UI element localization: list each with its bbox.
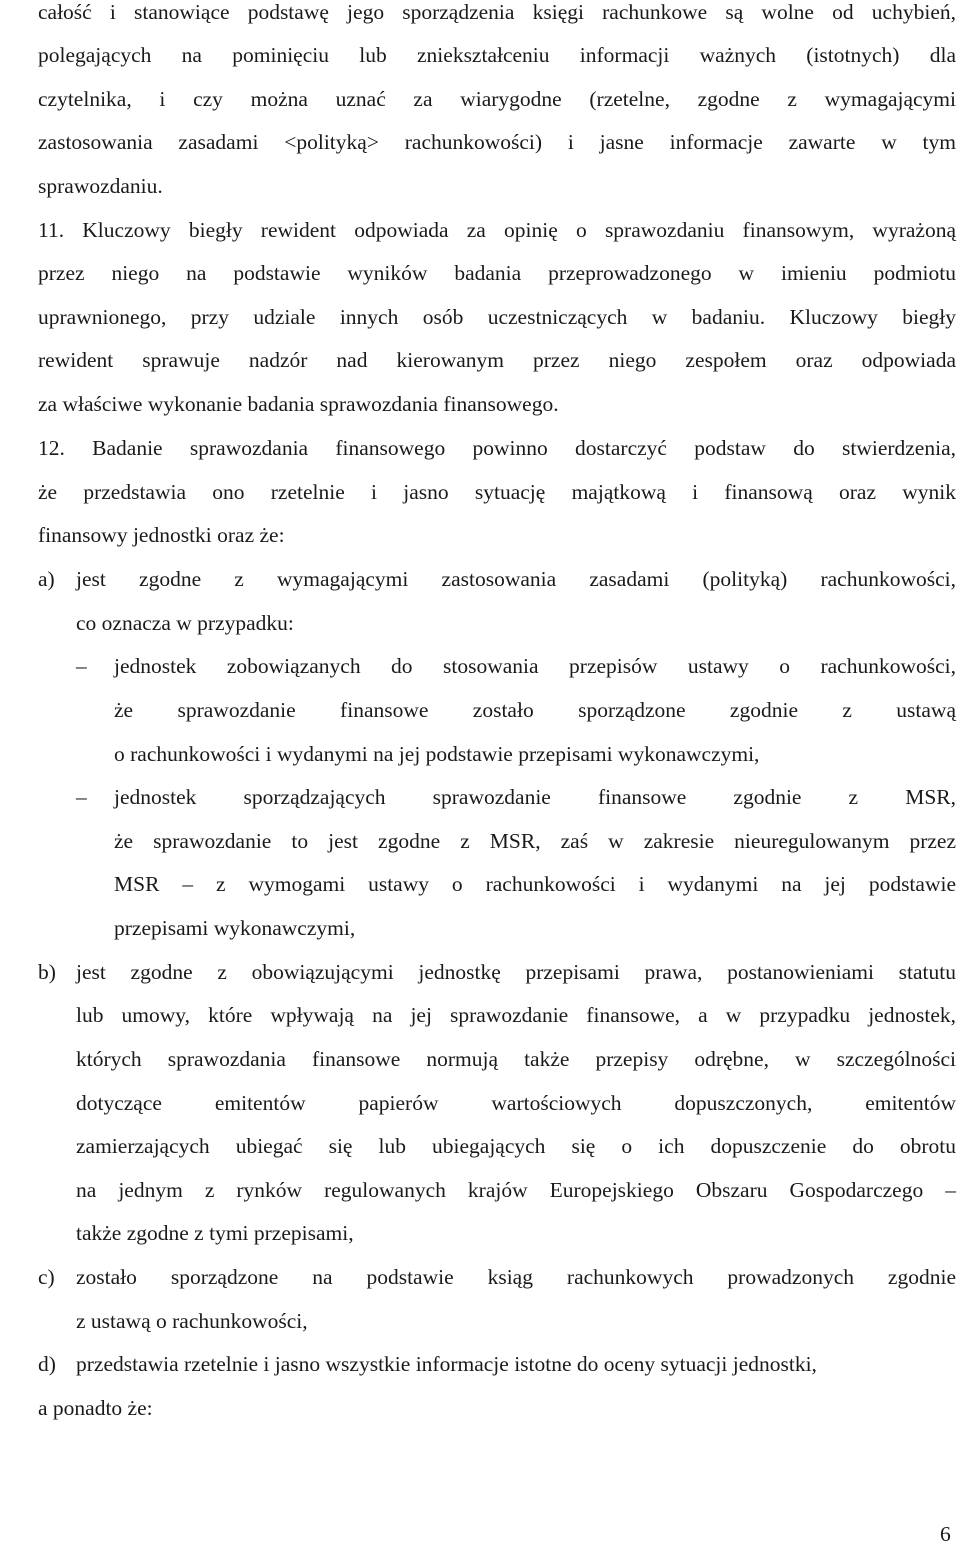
closing-line: a ponadto że: — [38, 1396, 153, 1420]
list-item-b-line: na jednym z rynków regulowanych krajów Europejskiego Obszaru Gospodarczego – — [76, 1178, 956, 1202]
bullet-1-line: że sprawozdanie finansowe zostało sporządzone zgodnie z ustawą — [114, 698, 956, 722]
paragraph-11-line: 11. Kluczowy biegły rewident odpowiada za opinię o sprawozdaniu finansowym, wyrażoną — [38, 218, 956, 242]
dash-bullet: – — [76, 654, 87, 678]
list-item-b-line: jest zgodne z obowiązującymi jednostkę przepisami prawa, postanowieniami statutu — [76, 960, 956, 984]
list-label-d: d) — [38, 1352, 56, 1376]
bullet-2-line: MSR – z wymogami ustawy o rachunkowości i wydanymi na jej podstawie — [114, 872, 956, 896]
bullet-2-line: jednostek sporządzających sprawozdanie finansowe zgodnie z MSR, — [114, 785, 956, 809]
list-item-a-line: co oznacza w przypadku: — [76, 611, 294, 635]
dash-bullet: – — [76, 785, 87, 809]
text-line: całość i stanowiące podstawę jego sporządzenia księgi rachunkowe są wolne od uchybień, — [38, 0, 956, 24]
list-label-a: a) — [38, 567, 55, 591]
bullet-1-line: jednostek zobowiązanych do stosowania przepisów ustawy o rachunkowości, — [114, 654, 956, 678]
text-line: sprawozdaniu. — [38, 174, 163, 198]
text-line: czytelnika, i czy można uznać za wiarygodne (rzetelne, zgodne z wymagającymi — [38, 87, 956, 111]
list-item-a-line: jest zgodne z wymagającymi zastosowania zasadami (polityką) rachunkowości, — [76, 567, 956, 591]
list-item-c-line: z ustawą o rachunkowości, — [76, 1309, 308, 1333]
text-line: zastosowania zasadami <polityką> rachunkowości) i jasne informacje zawarte w tym — [38, 130, 956, 154]
paragraph-11-line: uprawnionego, przy udziale innych osób uczestniczących w badaniu. Kluczowy biegły — [38, 305, 956, 329]
paragraph-12-line: finansowy jednostki oraz że: — [38, 523, 285, 547]
bullet-2-line: że sprawozdanie to jest zgodne z MSR, zaś w zakresie nieuregulowanym przez — [114, 829, 956, 853]
list-item-d-line: przedstawia rzetelnie i jasno wszystkie informacje istotne do oceny sytuacji jednostki, — [76, 1352, 817, 1376]
page-number: 6 — [940, 1522, 951, 1546]
list-item-c-line: zostało sporządzone na podstawie ksiąg rachunkowych prowadzonych zgodnie — [76, 1265, 956, 1289]
paragraph-11-line: przez niego na podstawie wyników badania przeprowadzonego w imieniu podmiotu — [38, 261, 956, 285]
text-line: polegających na pominięciu lub zniekształceniu informacji ważnych (istotnych) dla — [38, 43, 956, 67]
list-label-c: c) — [38, 1265, 55, 1289]
list-item-b-line: lub umowy, które wpływają na jej sprawozdanie finansowe, a w przypadku jednostek, — [76, 1003, 956, 1027]
list-item-b-line: także zgodne z tymi przepisami, — [76, 1221, 354, 1245]
paragraph-12-line: że przedstawia ono rzetelnie i jasno sytuację majątkową i finansową oraz wynik — [38, 480, 956, 504]
bullet-1-line: o rachunkowości i wydanymi na jej podstawie przepisami wykonawczymi, — [114, 742, 760, 766]
paragraph-12-line: 12. Badanie sprawozdania finansowego powinno dostarczyć podstaw do stwierdzenia, — [38, 436, 956, 460]
paragraph-11-line: rewident sprawuje nadzór nad kierowanym przez niego zespołem oraz odpowiada — [38, 348, 956, 372]
list-label-b: b) — [38, 960, 56, 984]
bullet-2-line: przepisami wykonawczymi, — [114, 916, 356, 940]
list-item-b-line: których sprawozdania finansowe normują także przepisy odrębne, w szczególności — [76, 1047, 956, 1071]
paragraph-11-line: za właściwe wykonanie badania sprawozdania finansowego. — [38, 392, 559, 416]
list-item-b-line: zamierzających ubiegać się lub ubiegających się o ich dopuszczenie do obrotu — [76, 1134, 956, 1158]
list-item-b-line: dotyczące emitentów papierów wartościowych dopuszczonych, emitentów — [76, 1091, 956, 1115]
